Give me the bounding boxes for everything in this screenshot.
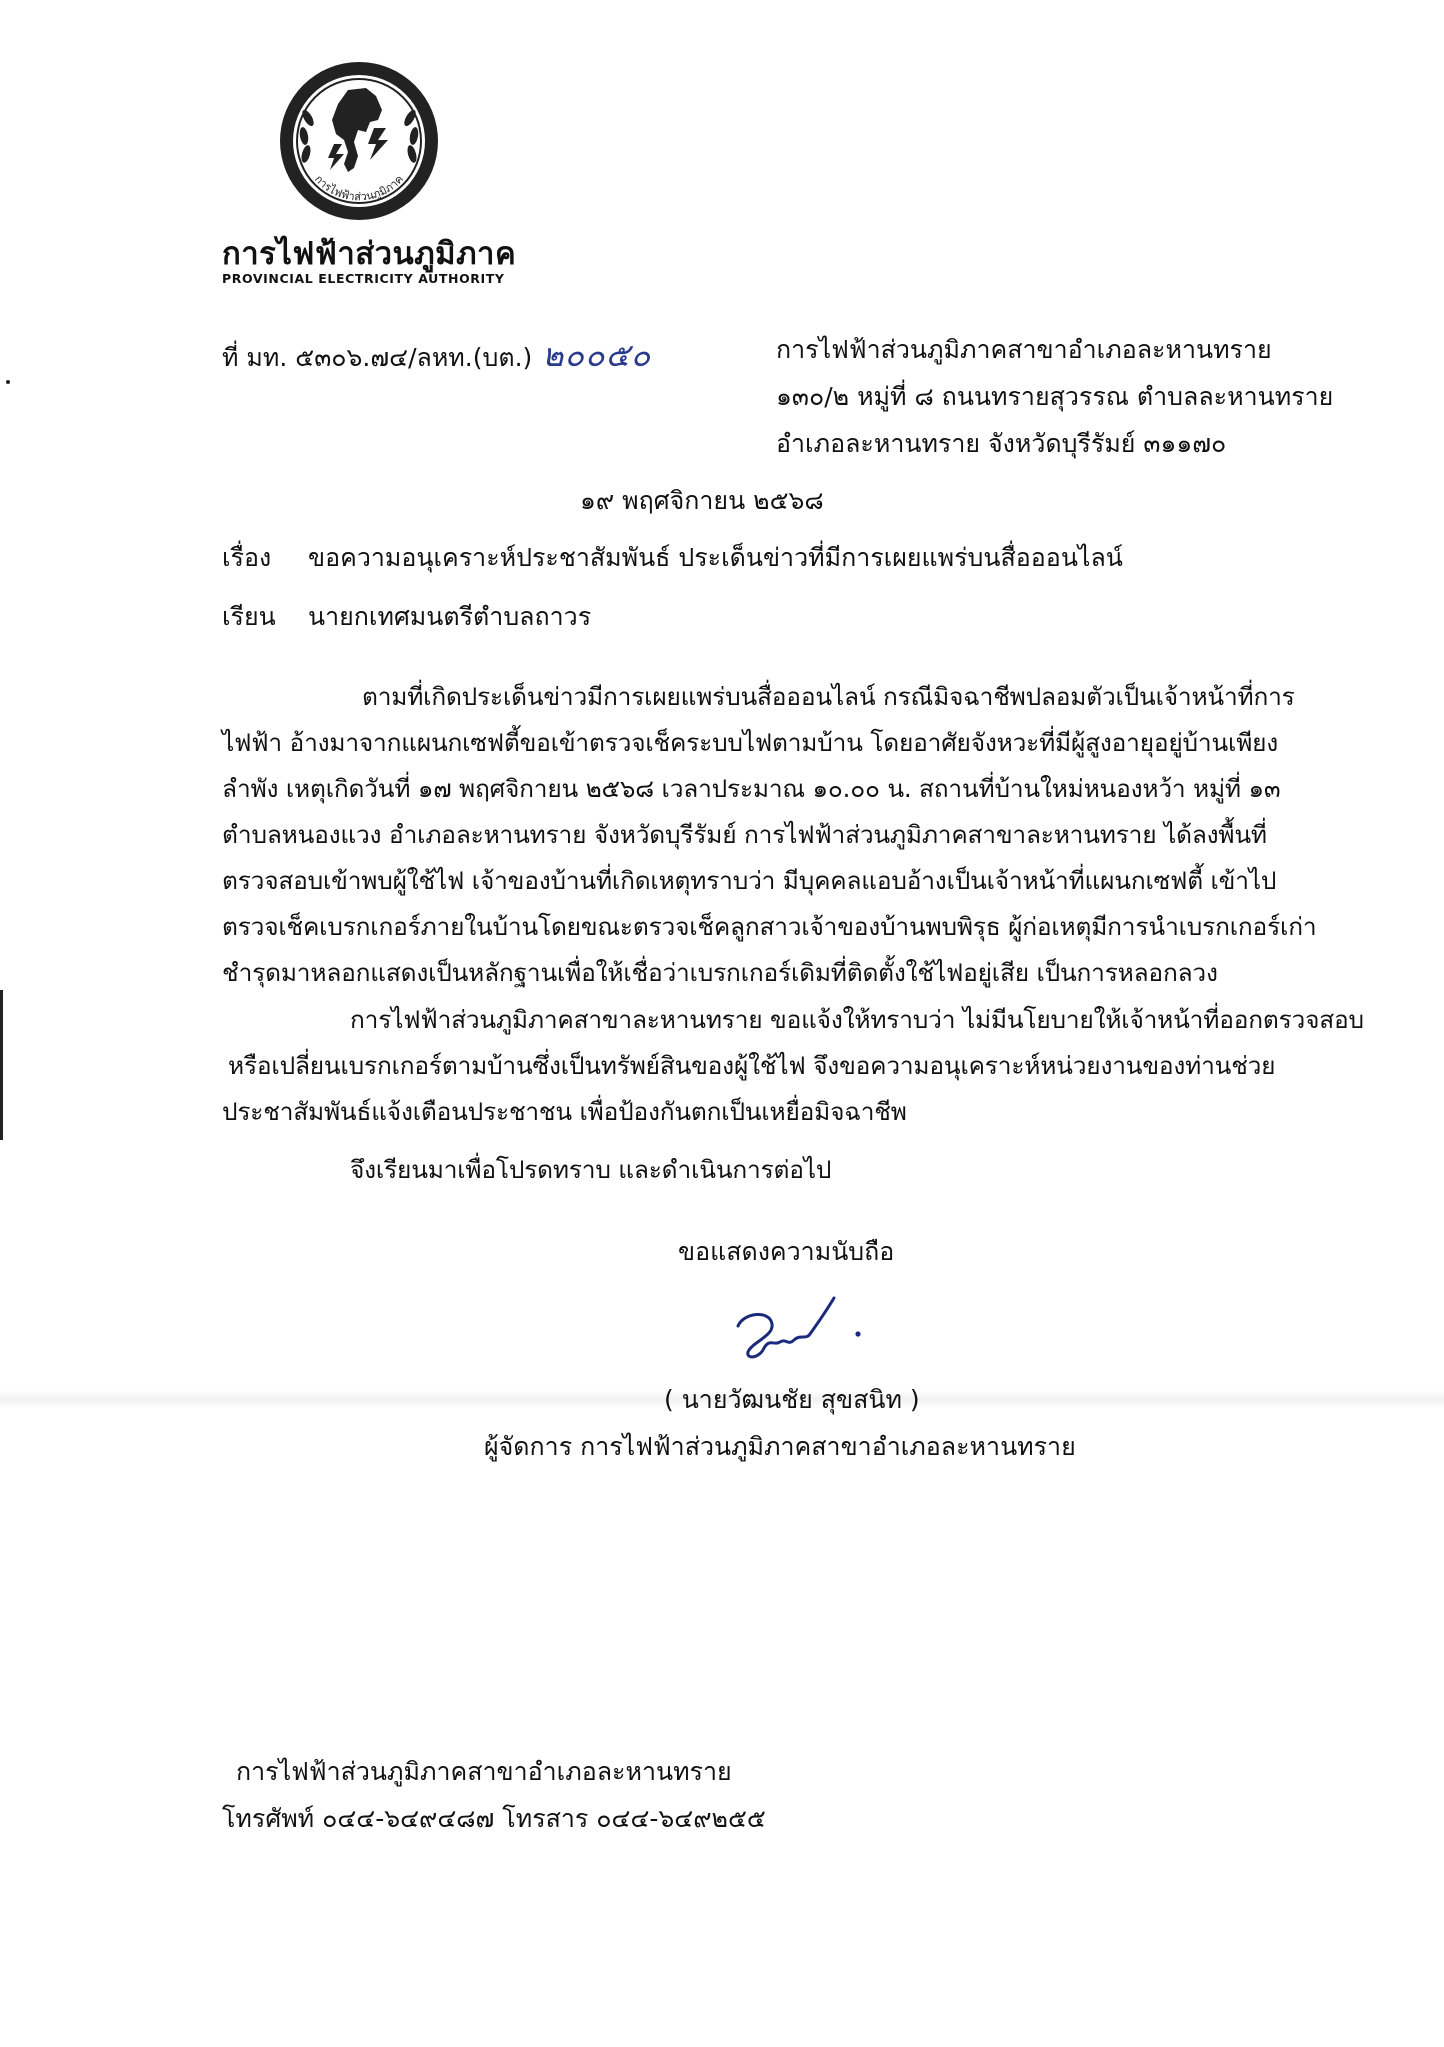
recipient-label: เรียน: [222, 602, 276, 631]
sender-address-line-3: อำเภอละหานทราย จังหวัดบุรีรัมย์ ๓๑๑๗๐: [776, 429, 1227, 458]
body-closing-line: จึงเรียนมาเพื่อโปรดทราบ และดำเนินการต่อไป: [350, 1155, 832, 1184]
body-p2-line-2: หรือเปลี่ยนเบรกเกอร์ตามบ้านซึ่งเป็นทรัพย์สินของผู้ใช้ไฟ จึงขอความอนุเคราะห์หน่วยงานของท่านช่วย: [228, 1051, 1276, 1080]
pea-seal-logo: [278, 60, 440, 222]
subject-label: เรื่อง: [222, 543, 272, 572]
footer-office: การไฟฟ้าส่วนภูมิภาคสาขาอำเภอละหานทราย: [236, 1757, 732, 1786]
footer-contact: โทรศัพท์ ๐๔๔-๖๔๙๔๘๗ โทรสาร ๐๔๔-๖๔๙๒๕๕: [222, 1804, 766, 1833]
body-p1-line-1: ตามที่เกิดประเด็นข่าวมีการเผยแพร่บนสื่อออนไลน์ กรณีมิจฉาชีพปลอมตัวเป็นเจ้าหน้าที่การ: [362, 682, 1295, 711]
body-p1-line-6: ตรวจเช็คเบรกเกอร์ภายในบ้านโดยขณะตรวจเช็คลูกสาวเจ้าของบ้านพบพิรุธ ผู้ก่อเหตุมีการนำเบรกเกอร์เก่า: [222, 912, 1317, 941]
body-p2-line-1: การไฟฟ้าส่วนภูมิภาคสาขาละหานทราย ขอแจ้งให้ทราบว่า ไม่มีนโยบายให้เจ้าหน้าที่ออกตรวจสอบ: [350, 1005, 1364, 1034]
body-p1-line-2: ไฟฟ้า อ้างมาจากแผนกเซฟตี้ขอเข้าตรวจเช็คระบบไฟตามบ้าน โดยอาศัยจังหวะที่มีผู้สูงอายุอยู่บ้านเพียง: [222, 728, 1279, 757]
org-name-th: การไฟฟ้าส่วนภูมิภาค: [222, 236, 517, 272]
body-p1-line-5: ตรวจสอบเข้าพบผู้ใช้ไฟ เจ้าของบ้านที่เกิดเหตุทราบว่า มีบุคคลแอบอ้างเป็นเจ้าหน้าที่แผนกเซฟตี้ เข้าไป: [222, 866, 1277, 895]
closing-salutation: ขอแสดงความนับถือ: [678, 1237, 895, 1266]
subject-value: ขอความอนุเคราะห์ประชาสัมพันธ์ ประเด็นข่าวที่มีการเผยแพร่บนสื่อออนไลน์: [308, 543, 1123, 572]
org-name-en: PROVINCIAL ELECTRICITY AUTHORITY: [222, 271, 505, 286]
signer-position: ผู้จัดการ การไฟฟ้าส่วนภูมิภาคสาขาอำเภอละหานทราย: [484, 1432, 1076, 1461]
reference-handwritten-number: ๒๐๐๕๐: [542, 336, 652, 374]
scan-edge-mark: [0, 990, 3, 1140]
recipient-value: นายกเทศมนตรีตำบลถาวร: [308, 602, 592, 631]
reference-prefix: ที่ มท. ๕๓๐๖.๗๔/ลหท.(บต.): [222, 343, 533, 372]
seal-text: การไฟฟ้าส่วนภูมิภาค: [312, 172, 406, 204]
sender-address-line-2: ๑๓๐/๒ หมู่ที่ ๘ ถนนทรายสุวรรณ ตำบลละหานทราย: [776, 382, 1334, 411]
reference-number: [222, 330, 651, 381]
letter-date: ๑๙ พฤศจิกายน ๒๕๖๘: [580, 486, 824, 515]
scan-speck: [6, 380, 10, 384]
sender-address-line-1: การไฟฟ้าส่วนภูมิภาคสาขาอำเภอละหานทราย: [776, 335, 1272, 364]
handwritten-signature: [730, 1290, 880, 1370]
body-p1-line-3: ลำพัง เหตุเกิดวันที่ ๑๗ พฤศจิกายน ๒๕๖๘ เวลาประมาณ ๑๐.๐๐ น. สถานที่บ้านใหม่หนองหว้า หมู่ที่ ๑๓: [222, 774, 1281, 803]
body-p2-line-3: ประชาสัมพันธ์แจ้งเตือนประชาชน เพื่อป้องกันตกเป็นเหยื่อมิจฉาชีพ: [222, 1097, 907, 1126]
body-p1-line-7: ชำรุดมาหลอกแสดงเป็นหลักฐานเพื่อให้เชื่อว่าเบรกเกอร์เดิมที่ติดตั้งใช้ไฟอยู่เสีย เป็นการหลอกลวง: [222, 958, 1218, 987]
body-p1-line-4: ตำบลหนองแวง อำเภอละหานทราย จังหวัดบุรีรัมย์ การไฟฟ้าส่วนภูมิภาคสาขาละหานทราย ได้ลงพื้นที่: [222, 820, 1267, 849]
signer-name: ( นายวัฒนชัย สุขสนิท ): [664, 1385, 920, 1414]
